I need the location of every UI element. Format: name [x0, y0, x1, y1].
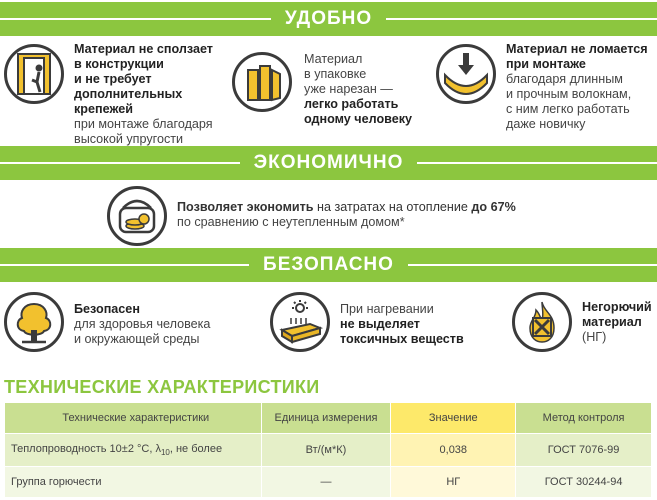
no-fire-icon [512, 292, 572, 352]
feature-bold-text: Безопасен [74, 302, 140, 316]
table-cell: Вт/(м*К) [261, 434, 391, 467]
cell-text: , не более [169, 442, 223, 455]
feature-text: по сравнению с неутепленным домом* [177, 215, 405, 229]
column-header: Единица измерения [261, 403, 391, 434]
feature-non-toxic [270, 292, 500, 352]
wool-roll-icon [232, 52, 292, 112]
feature-bold-text: Материал не ломается при монтаже [506, 42, 648, 71]
table-cell: Группа горючести [5, 467, 262, 498]
table-cell: ГОСТ 30244-94 [516, 467, 652, 498]
cell-text: Теплопроводность 10±2 °С, λ [11, 442, 161, 455]
heated-slab-icon [270, 292, 330, 352]
feature-bold-text: Материал не сползает в конструкции и не требует дополнительных крепежей [74, 42, 213, 116]
column-header: Значение [391, 403, 516, 434]
feature-savings [107, 186, 547, 246]
table-row [5, 434, 652, 467]
tree-icon [4, 292, 64, 352]
savings-percent: до 67% [471, 200, 516, 214]
feature-text: для здоровья человека и окружающей среды [74, 317, 211, 346]
feature-eco-safe [4, 292, 239, 352]
table-cell: — [261, 467, 391, 498]
section-banner-economical [0, 146, 657, 180]
section-title: УДОБНО [271, 8, 386, 30]
table-row [5, 467, 652, 498]
section-title: БЕЗОПАСНО [249, 254, 408, 276]
cell-subscript: 10 [160, 448, 170, 458]
door-frame-icon [4, 44, 64, 104]
feature-no-break [436, 44, 656, 132]
feature-pre-cut [232, 52, 437, 127]
tech-specs-table [4, 402, 652, 498]
section-banner-safe [0, 248, 657, 282]
table-cell [5, 434, 262, 467]
bend-arrow-icon [436, 44, 496, 104]
table-cell: 0,038 [391, 434, 516, 467]
section-banner-convenient [0, 2, 657, 36]
column-header: Метод контроля [516, 403, 652, 434]
feature-text: при монтаже благодаря высокой упругости [74, 117, 213, 146]
column-header: Технические характеристики [5, 403, 262, 434]
feature-bold-text: Позволяет экономить [177, 200, 314, 214]
feature-text: Материал в упаковке уже нарезан — [304, 52, 393, 96]
feature-text: благодаря длинным и прочным волокнам, с ним легко работать даже новичку [506, 72, 632, 131]
feature-text: на затратах на отопление [317, 200, 468, 214]
feature-bold-text: не выделяет токсичных веществ [340, 317, 464, 346]
feature-bold-text: Негорючий материал [582, 300, 652, 329]
section-title: ЭКОНОМИЧНО [240, 152, 418, 174]
feature-non-flammable [512, 292, 657, 352]
feature-bold-text: легко работать одному человеку [304, 97, 413, 126]
table-cell: НГ [391, 467, 516, 498]
table-header-row [5, 403, 652, 434]
feature-text: (НГ) [582, 330, 607, 344]
feature-text: При нагревании [340, 302, 434, 316]
tech-specs-title: ТЕХНИЧЕСКИЕ ХАРАКТЕРИСТИКИ [4, 377, 320, 397]
wallet-coins-icon [107, 186, 167, 246]
feature-no-slip [4, 44, 232, 147]
table-cell: ГОСТ 7076-99 [516, 434, 652, 467]
